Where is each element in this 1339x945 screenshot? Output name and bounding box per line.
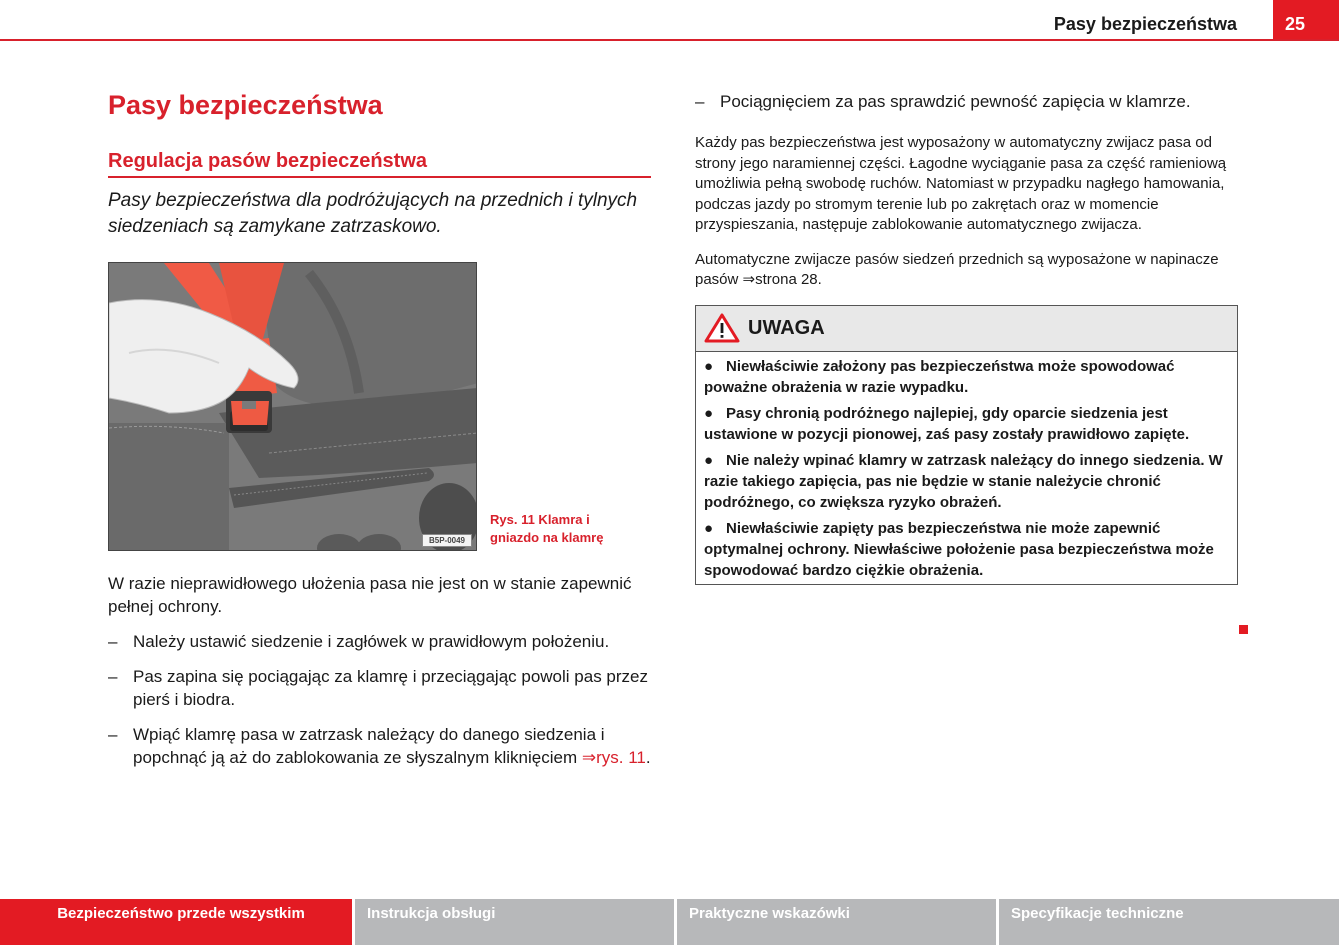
instruction-step-4 [695, 90, 1237, 113]
section-heading: Regulacja pasów bezpieczeństwa [108, 148, 651, 178]
seatbelt-illustration-svg [109, 263, 477, 551]
bullet-icon: ● [704, 357, 714, 375]
bullet-icon: ● [704, 451, 714, 469]
figure-cross-reference-link[interactable]: ⇒rys. 11 [581, 748, 646, 767]
figure-block [108, 262, 651, 552]
figure-code-label: B5P-0049 [422, 534, 472, 547]
bullet-icon: ● [704, 404, 714, 422]
warning-bullet-text: Niewłaściwie zapięty pas bezpieczeństwa nie może zapewnić optymalnej ochrony. Niewłaściwe położenie pasa bezpieczeństwa może spowodować bardzo ciężkie obrażenia. [704, 519, 1214, 579]
header-divider [0, 39, 1339, 41]
tab-safety-first[interactable]: Bezpieczeństwo przede wszystkim [0, 899, 352, 945]
warning-box [695, 305, 1238, 585]
warning-bullet [704, 403, 1229, 445]
section-end-marker [1239, 625, 1248, 634]
instruction-step-3 [108, 723, 651, 769]
warning-body [696, 352, 1237, 584]
bullet-icon: ● [704, 519, 714, 537]
step-dash: – [108, 667, 118, 686]
warning-bullet-text: Pasy chronią podróżnego najlepiej, gdy oparcie siedzenia jest ustawione w pozycji pionowej, zaś pasy zostały prawidłowo zapięte. [704, 404, 1190, 443]
tab-practical-tips[interactable]: Praktyczne wskazówki [677, 899, 996, 945]
warning-bullet-text: Niewłaściwie założony pas bezpieczeństwa może spowodować poważne obrażenia w razie wypadku. [704, 357, 1175, 396]
warning-header [696, 306, 1237, 352]
warning-bullet [704, 450, 1229, 513]
warning-title: UWAGA [748, 316, 825, 339]
left-column [108, 88, 651, 769]
instruction-step-2 [108, 665, 651, 711]
step-text: Należy ustawić siedzenie i zagłówek w prawidłowym położeniu. [133, 632, 610, 651]
caption-line-1: Rys. 11 Klamra i [490, 512, 590, 527]
warning-bullet-text: Nie należy wpinać klamry w zatrzask należący do innego siedzenia. W razie takiego zapięcia, pas nie będzie w stanie należycie chronić podróżnego, co zwiększa ryzyko obrażeń. [704, 451, 1223, 511]
step-dash: – [108, 632, 118, 651]
step-text: Wpiąć klamrę pasa w zatrzask należący do danego siedzenia i popchnąć ją aż do zablokowania ze słyszalnym kliknięciem [133, 725, 605, 767]
figure-caption [490, 511, 603, 547]
warning-triangle-icon [704, 313, 740, 343]
step-dash: – [108, 725, 118, 744]
instruction-step-1 [108, 630, 651, 653]
step-text: Pociągnięciem za pas sprawdzić pewność zapięcia w klamrze. [720, 92, 1191, 111]
seatbelt-buckle-illustration [108, 262, 477, 551]
warning-bullet [704, 356, 1229, 398]
tab-technical-specifications[interactable]: Specyfikacje techniczne [999, 899, 1339, 945]
pretensioner-paragraph: Automatyczne zwijacze pasów siedzeń przednich są wyposażone w napinacze pasów ⇒strona 28. [695, 250, 1219, 288]
right-column [695, 88, 1237, 585]
running-header-title: Pasy bezpieczeństwa [1053, 14, 1237, 34]
step-dash: – [695, 92, 705, 111]
caption-line-2: gniazdo na klamrę [490, 530, 604, 545]
warning-bullet [704, 518, 1229, 581]
tab-operating-instructions[interactable]: Instrukcja obsługi [355, 899, 674, 945]
page-number: 25 [1273, 0, 1339, 40]
footer-navigation [0, 899, 1339, 945]
step-text-tail: . [645, 748, 651, 767]
page-title: Pasy bezpieczeństwa [108, 90, 383, 120]
lead-paragraph: Pasy bezpieczeństwa dla podróżujących na przednich i tylnych siedzeniach są zamykane zatrzaskowo. [108, 190, 638, 237]
step-text: Pas zapina się pociągając za klamrę i przeciągając powoli pas przez pierś i biodra. [133, 667, 648, 709]
retractor-paragraph: Każdy pas bezpieczeństwa jest wyposażony w automatyczny zwijacz pasa od strony jego naramiennej części. Łagodne wyciąganie pasa za część ramieniową umożliwia pełną swobodę ruchów. Natomiast w przypadku nagłego hamowania, podczas jazdy po stromym terenie lub po zakrętach oraz w momencie przyspieszania, następuje zablokowanie automatycznego zwijacza. [695, 134, 1227, 233]
body-paragraph: W razie nieprawidłowego ułożenia pasa nie jest on w stanie zapewnić pełnej ochrony. [108, 574, 632, 616]
